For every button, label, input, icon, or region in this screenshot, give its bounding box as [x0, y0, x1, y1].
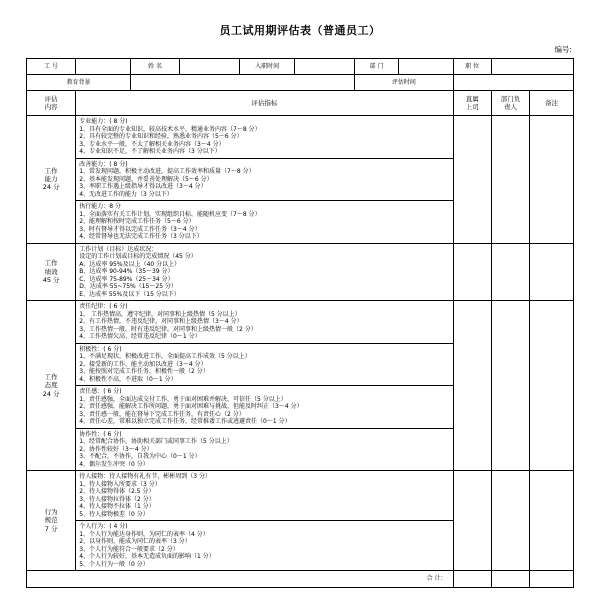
score-direct-supervisor[interactable]: [453, 116, 491, 244]
criteria-block: 协作性：( 6 分) 1、经常配合协作，协助相关部门或同事工作（5 分以上） 2、协作性较好（3～4 分） 3、不配合，不协作，自我为中心（0～1 分） 4、偶尔发生冲突（0 分）: [76, 428, 453, 471]
field-label-employee-no: 工 号: [27, 59, 76, 75]
criteria-block: 责任感：( 6 分) 1、责任感强，全面达成交付工作，勇于面对困难并解决，可信任（5 分以上） 2、责任感强，能解决工作所问题，勇于面对困难与挑战，但能及时纠正（3～4 分） 3、责任感一般，能在督导下完成工作任务，有责任心（2 分） 4、责任心差，常难以独立完成工作任务，经常推诿工作或逃避责任（0～1 分）: [76, 386, 453, 429]
section-row-conduct-1: [27, 471, 574, 521]
total-label: 合 计：: [27, 571, 454, 588]
criteria-block: 积极性：( 6 分) 1、不满足现状，积极改进工作，全面提高工作成效（5 分以上） 2、接受新的工作，能主动加以改进（3～4 分） 3、能按照对完成工作任务，积极性一般（2 分） 4、积极性不高，不进取（0～1 分）: [76, 343, 453, 386]
score-department-head[interactable]: [491, 301, 529, 471]
section-name-performance: 工作 绩效 45 分: [27, 243, 76, 301]
evaluation-table: [26, 58, 574, 588]
field-label-name: 姓 名: [130, 59, 179, 75]
criteria-block: 改善能力：( 8 分) 1、常发现问题，积极主动改进，提高工作效率和质量（7～8 分） 2、基本能发现问题，并妥善处理解决（5～6 分） 3、率职工作遇上级指导才得以改进（3～4 分） 4、无改进工作的能力（3 分以下）: [76, 158, 453, 201]
criteria-block: 责任纪律：( 6 分) 1、 工作热情高，遵守纪律，对同事和上级热情（5 分以上） 2、有工作热情，不违反纪律，对同事和上级热情（3～4 分） 3、工作热情一般，时有违反纪律，对同事和上级热情一般（2 分） 4、工作热情欠高、经常违反纪律（0～1 分）: [76, 301, 453, 344]
criteria-block: 待人接物：待人接物有礼有节、彬彬周到（3 分） 1、待人接物入所要求（3 分） 2、待人接物得体（2.5 分） 3、待人接物拉得体（2 分） 4、待人接物不拉体（1 分） 5、待人接物极差（0 分）: [76, 471, 453, 521]
field-label-hire-date: 入职时间: [240, 59, 295, 75]
remarks-cell[interactable]: [530, 243, 574, 301]
criteria-block: 专业能力：( 8 分) 1、具有全面的专业知识，较高技术水平，精通业务内容（7～8 分） 2、具有较完整的专业知识和经验，熟悉业务内容（5～6 分） 3、专业水平一般，不太了解相关业务内容（3～4 分） 4、专业知识不足，不了解相关业务内容（3 分以下）: [76, 116, 453, 159]
field-label-department: 部 门: [355, 59, 399, 75]
total-remarks[interactable]: [530, 571, 574, 588]
field-value-department[interactable]: [398, 59, 453, 75]
header-department-head: 部门负 责人: [491, 91, 529, 116]
field-value-position[interactable]: [491, 59, 573, 75]
score-department-head[interactable]: [491, 471, 529, 571]
criteria-block: 执行能力：8 分 1、全面落实有关工作计划，实现组织目标，能随机应变（7～8 分） 2、能理解和按时完成工作任务（5～6 分） 3、时有督导才得以完成工作任务（3～4 分） 4、经常督导也无法完成工作任务（3 分以下）: [76, 201, 453, 244]
section-name-ability: 工作 能力 24 分: [27, 116, 76, 244]
criteria-block: 个人行为：( 4 分) 1、个人行为能达身作则，为同仁的表率（4 分） 2、以身作则，能成为同仁的表率（3 分） 3、个人行为能符合一般要求（2 分） 4、个人行为较好，基本无造成负面的影响（1 分） 5、个人行为一般（0 分）: [76, 521, 453, 571]
section-name-conduct: 行为 规范 7 分: [27, 471, 76, 571]
field-value-hire-date[interactable]: [294, 59, 354, 75]
remarks-cell[interactable]: [530, 116, 574, 244]
field-value-employee-no[interactable]: [76, 59, 131, 75]
field-label-eval-time: 评估时间: [355, 75, 453, 91]
page-title: 员工试用期评估表（普通员工）: [219, 24, 381, 37]
score-department-head[interactable]: [491, 243, 529, 301]
score-direct-supervisor[interactable]: [453, 243, 491, 301]
remarks-cell[interactable]: [530, 471, 574, 571]
remarks-cell[interactable]: [530, 301, 574, 471]
score-direct-supervisor[interactable]: [453, 471, 491, 571]
document-id-label: 编号:: [554, 45, 572, 54]
section-name-attitude: 工作 态度 24 分: [27, 301, 76, 471]
field-value-name[interactable]: [180, 59, 240, 75]
field-value-eval-time[interactable]: [453, 75, 573, 91]
total-direct-supervisor[interactable]: [453, 571, 491, 588]
field-value-education[interactable]: [130, 75, 354, 91]
info-row-1: [27, 59, 574, 75]
header-eval-content: 评估 内容: [27, 91, 76, 116]
section-row-performance: [27, 243, 574, 301]
header-remarks: 备注: [530, 91, 574, 116]
criteria-block: 工作计划（目标）达成状况： 设定的工作计划或目标的完成情况（45 分） A、达成率 95%及以上（40 分以上） B、达成率 90-94%（35～39 分） C、达成率 75-89%（25～34 分） D、达成率 55~75%（15～25 分） E、达成率 55%及以下（15 分以下）: [76, 243, 453, 301]
table-header-row: [27, 91, 574, 116]
score-direct-supervisor[interactable]: [453, 301, 491, 471]
total-row: [27, 571, 574, 588]
field-label-education: 教育背景: [27, 75, 131, 91]
total-department-head[interactable]: [491, 571, 529, 588]
info-row-2: [27, 75, 574, 91]
section-row-attitude-1: [27, 301, 574, 344]
field-label-position: 职 位: [453, 59, 491, 75]
section-row-ability-1: [27, 116, 574, 159]
header-direct-supervisor: 直属 上司: [453, 91, 491, 116]
header-eval-index: 评估指标: [76, 91, 453, 116]
score-department-head[interactable]: [491, 116, 529, 244]
